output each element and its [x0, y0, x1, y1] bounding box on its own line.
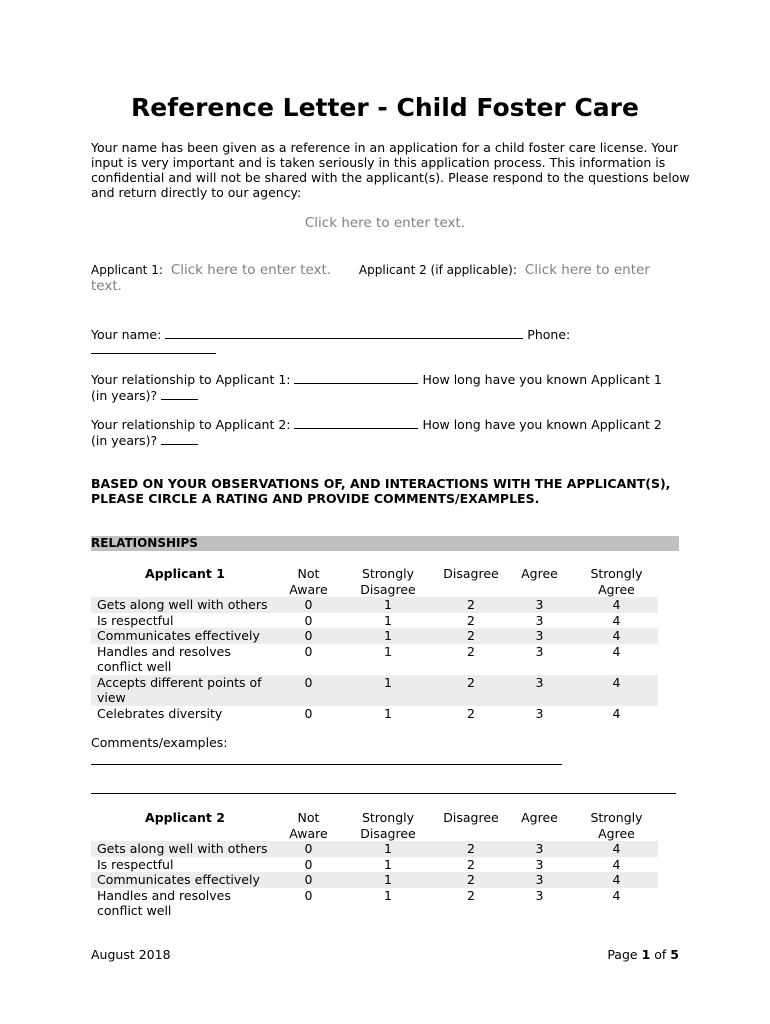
- rating-option[interactable]: 2: [467, 887, 475, 903]
- relationship2-label: Your relationship to Applicant 2:: [91, 417, 291, 432]
- comments-line-2[interactable]: [91, 793, 676, 794]
- rating-option[interactable]: 1: [338, 675, 438, 706]
- rating-option[interactable]: 3: [504, 628, 575, 644]
- rating-option[interactable]: 3: [504, 841, 575, 857]
- rating-option[interactable]: 0: [304, 856, 313, 872]
- rating-option[interactable]: 0: [279, 872, 338, 888]
- row-label: Is respectful: [97, 856, 174, 872]
- rating-option[interactable]: 1: [384, 856, 392, 872]
- page-total: 5: [670, 947, 679, 962]
- column-strongly-agree: Strongly Agree: [590, 566, 643, 597]
- rating-option[interactable]: 2: [467, 856, 475, 872]
- rating-option[interactable]: 4: [575, 675, 658, 706]
- relationship1-blank[interactable]: [294, 371, 418, 384]
- rating-option[interactable]: 1: [384, 887, 392, 903]
- rating-option[interactable]: 3: [535, 705, 544, 721]
- relationship1-label: Your relationship to Applicant 1:: [91, 372, 291, 387]
- rating-option[interactable]: 2: [467, 612, 475, 628]
- rating-option[interactable]: 4: [612, 705, 621, 721]
- comments-label: Comments/examples:: [91, 735, 228, 750]
- rating-option[interactable]: 0: [304, 612, 313, 628]
- rating-option[interactable]: 4: [612, 643, 621, 659]
- row-label: Is respectful: [97, 612, 174, 628]
- rating-table-applicant1: [91, 566, 658, 721]
- rating-option[interactable]: 3: [504, 597, 575, 613]
- rating-option[interactable]: 1: [338, 628, 438, 644]
- applicant2-text-field[interactable]: Click here to enter text.: [91, 262, 650, 294]
- rating-option[interactable]: 1: [338, 841, 438, 857]
- page-of: of: [654, 947, 667, 962]
- relationship2-blank[interactable]: [294, 416, 418, 429]
- table-row: [91, 644, 658, 675]
- rating-option[interactable]: 1: [338, 597, 438, 613]
- rating-option[interactable]: 0: [279, 628, 338, 644]
- known1-label: How long have you known Applicant 1 (in years)?: [91, 372, 662, 403]
- rating-option[interactable]: 3: [504, 872, 575, 888]
- column-not-aware: Not Aware: [289, 810, 328, 841]
- rating-option[interactable]: 3: [535, 856, 544, 872]
- rating-option[interactable]: 1: [384, 612, 392, 628]
- applicant1-label: Applicant 1:: [91, 263, 163, 277]
- section-title-bar: RELATIONSHIPS: [91, 536, 679, 551]
- table-row: [91, 675, 658, 706]
- column-not-aware: Not Aware: [289, 566, 328, 597]
- table-row: [91, 872, 658, 888]
- relationship1-row: [91, 371, 681, 403]
- row-label: Handles and resolves conflict well: [97, 887, 231, 918]
- phone-label: Phone:: [527, 327, 571, 342]
- row-label: Communicates effectively: [91, 872, 279, 888]
- rating-option[interactable]: 2: [467, 705, 475, 721]
- table-row: [91, 857, 658, 873]
- row-label: Communicates effectively: [91, 628, 279, 644]
- rating-option[interactable]: 0: [304, 887, 313, 903]
- rating-option[interactable]: 3: [535, 643, 544, 659]
- rating-option[interactable]: 4: [575, 841, 658, 857]
- rating-option[interactable]: 4: [575, 597, 658, 613]
- column-strongly-agree: Strongly Agree: [590, 810, 643, 841]
- page-current: 1: [641, 947, 651, 962]
- rating-option[interactable]: 0: [279, 675, 338, 706]
- column-disagree: Disagree: [443, 566, 499, 581]
- row-label: Handles and resolves conflict well: [97, 643, 231, 674]
- rating-option[interactable]: 2: [438, 675, 504, 706]
- phone-blank[interactable]: [91, 341, 216, 354]
- rating-option[interactable]: 4: [612, 612, 621, 628]
- applicant2-label: Applicant 2 (if applicable):: [358, 263, 517, 277]
- column-agree: Agree: [521, 810, 558, 825]
- footer-date: August 2018: [91, 947, 171, 962]
- applicant-names: [91, 262, 681, 294]
- applicant1-text-field[interactable]: Click here to enter text.: [170, 262, 332, 278]
- known2-label: How long have you known Applicant 2 (in years)?: [91, 417, 662, 448]
- rating-option[interactable]: 0: [304, 643, 313, 659]
- rating-option[interactable]: 4: [575, 628, 658, 644]
- known1-blank[interactable]: [161, 387, 198, 400]
- applicant1-column-header: Applicant 1: [145, 566, 225, 581]
- rating-option[interactable]: 1: [338, 872, 438, 888]
- row-label: Accepts different points of view: [91, 675, 279, 706]
- table-row: [91, 628, 658, 644]
- row-label: Gets along well with others: [91, 841, 279, 857]
- rating-option[interactable]: 1: [384, 705, 392, 721]
- applicant2-column-header: Applicant 2: [145, 810, 225, 825]
- rating-option[interactable]: 2: [438, 597, 504, 613]
- phone-row: [91, 341, 216, 357]
- rating-option[interactable]: 3: [535, 612, 544, 628]
- name-phone-row: [91, 326, 691, 342]
- your-name-label: Your name:: [91, 327, 162, 342]
- intro-paragraph: Your name has been given as a reference in an application for a child foster care license. Your input is very important and is taken seriously in this application process. This information is confidential and will not be shared with the applicant(s). Please respond to the questions below and return directly to our agency:: [91, 140, 690, 200]
- page-prefix: Page: [607, 947, 638, 962]
- comments-line-1[interactable]: [91, 764, 562, 765]
- rating-option[interactable]: 4: [612, 856, 621, 872]
- table-row: [91, 841, 658, 857]
- rating-option[interactable]: 4: [575, 872, 658, 888]
- column-disagree: Disagree: [443, 810, 499, 825]
- table-header-row: [91, 810, 658, 841]
- table-row: [91, 613, 658, 629]
- agency-text-field[interactable]: Click here to enter text.: [304, 215, 466, 231]
- rating-option[interactable]: 3: [504, 675, 575, 706]
- rating-option[interactable]: 2: [438, 872, 504, 888]
- rating-option[interactable]: 0: [279, 841, 338, 857]
- rating-option[interactable]: 1: [384, 643, 392, 659]
- rating-option[interactable]: 3: [535, 887, 544, 903]
- column-strongly-disagree: Strongly Disagree: [360, 810, 416, 841]
- footer-page-number: [607, 947, 679, 962]
- rating-option[interactable]: 4: [612, 887, 621, 903]
- your-name-blank[interactable]: [165, 326, 523, 339]
- row-label: Celebrates diversity: [97, 705, 223, 721]
- table-header-row: [91, 566, 658, 597]
- column-agree: Agree: [521, 566, 558, 581]
- rating-option[interactable]: 0: [304, 705, 313, 721]
- known2-blank[interactable]: [161, 432, 198, 445]
- rating-option[interactable]: 2: [438, 841, 504, 857]
- rating-option[interactable]: 2: [467, 643, 475, 659]
- page-title: Reference Letter - Child Foster Care: [131, 93, 639, 122]
- table-row: [91, 597, 658, 613]
- instructions-heading: BASED ON YOUR OBSERVATIONS OF, AND INTERACTIONS WITH THE APPLICANT(S), PLEASE CIRCLE A RATING AND PROVIDE COMMENTS/EXAMPLES.: [91, 476, 671, 506]
- row-label: Gets along well with others: [91, 597, 279, 613]
- rating-option[interactable]: 2: [438, 628, 504, 644]
- table-row: [91, 706, 658, 722]
- rating-table-applicant2: [91, 810, 658, 919]
- table-row: [91, 888, 658, 919]
- relationship2-row: [91, 416, 681, 448]
- rating-option[interactable]: 0: [279, 597, 338, 613]
- column-strongly-disagree: Strongly Disagree: [360, 566, 416, 597]
